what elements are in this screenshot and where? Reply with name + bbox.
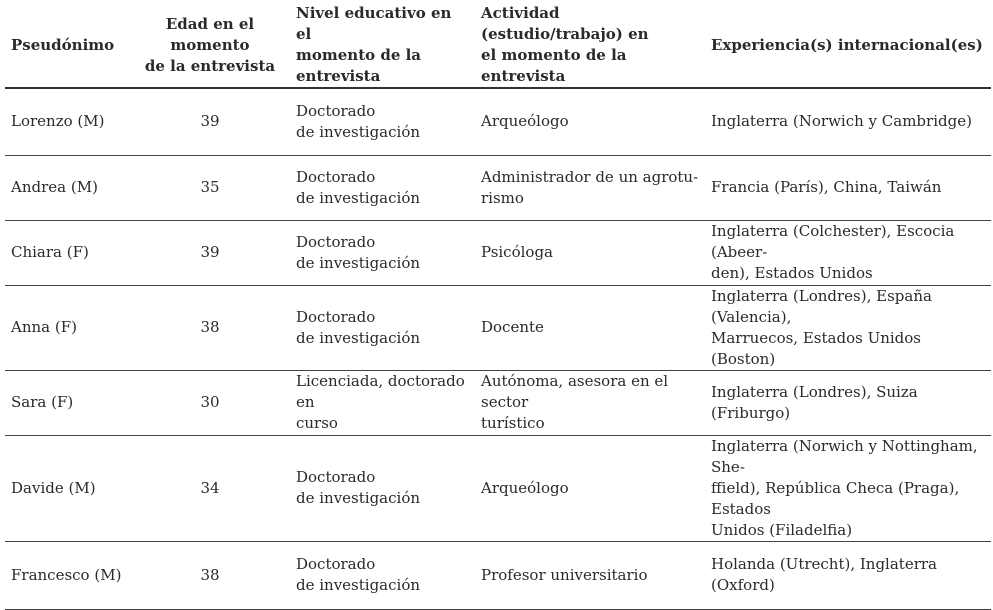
cell-education-line: Doctorado [296, 468, 376, 486]
cell-education-line: Doctorado [296, 307, 376, 326]
cell-age: 30 [130, 370, 290, 435]
cell-activity [475, 541, 705, 609]
cell-age: 38 [130, 541, 290, 609]
cell-age: 34 [130, 435, 290, 541]
cell-activity [475, 285, 705, 370]
cell-experience-line: Holanda (Utrecht), Inglaterra (Oxford) [711, 555, 937, 594]
cell-experience-line: Inglaterra (Norwich y Nottingham, She- [711, 436, 978, 476]
cell-activity [475, 435, 705, 541]
table-row [5, 285, 991, 370]
cell-experience-line: ffield), República Checa (Praga), Estados [711, 478, 960, 518]
cell-activity-line: Profesor universitario [481, 565, 648, 584]
cell-experience-line: Inglaterra (Londres), España (Valencia), [711, 286, 932, 326]
cell-education-line: Doctorado [296, 555, 376, 573]
cell-activity-line: Psicóloga [481, 243, 553, 261]
cell-education-line: de investigación [296, 188, 421, 207]
header-pseudonym: Pseudónimo [5, 3, 130, 88]
cell-experience-line: den), Estados Unidos [711, 264, 873, 282]
cell-education [290, 220, 475, 285]
cell-education [290, 285, 475, 370]
cell-education [290, 435, 475, 541]
participants-table [5, 3, 991, 610]
cell-activity [475, 220, 705, 285]
cell-activity-line: turístico [481, 414, 545, 432]
table-row [5, 435, 991, 541]
cell-experience [705, 88, 991, 155]
cell-activity-line: Arqueólogo [481, 478, 569, 497]
cell-experience [705, 155, 991, 220]
cell-experience-line: Unidos (Filadelfia) [711, 520, 853, 539]
cell-activity [475, 370, 705, 435]
cell-experience [705, 220, 991, 285]
cell-activity [475, 88, 705, 155]
cell-experience [705, 541, 991, 609]
table-row [5, 541, 991, 609]
cell-education-line: curso [296, 414, 338, 432]
cell-experience [705, 285, 991, 370]
cell-pseudonym: Francesco (M) [5, 541, 130, 609]
cell-pseudonym: Sara (F) [5, 370, 130, 435]
cell-experience-line: Inglaterra (Norwich y Cambridge) [711, 112, 972, 131]
cell-pseudonym: Anna (F) [5, 285, 130, 370]
cell-pseudonym: Davide (M) [5, 435, 130, 541]
cell-education [290, 370, 475, 435]
cell-education-line: de investigación [296, 489, 421, 507]
cell-education-line: Doctorado [296, 232, 376, 251]
table-body [5, 88, 991, 609]
table-row [5, 88, 991, 155]
cell-experience-line: Inglaterra (Londres), Suiza (Friburgo) [711, 382, 918, 422]
table-row [5, 155, 991, 220]
cell-education-line: de investigación [296, 253, 421, 272]
cell-education-line: de investigación [296, 328, 421, 347]
cell-activity-line: rismo [481, 188, 524, 207]
cell-activity-line: Autónoma, asesora en el sector [481, 372, 669, 411]
header-education: Nivel educativo en el momento de la entrevista [290, 3, 475, 88]
cell-pseudonym: Andrea (M) [5, 155, 130, 220]
header-experience: Experiencia(s) internacional(es) [705, 3, 991, 88]
cell-activity-line: Administrador de un agrotu- [481, 167, 699, 186]
cell-experience-line: Marruecos, Estados Unidos (Boston) [711, 328, 921, 368]
header-row [5, 3, 991, 88]
cell-experience [705, 370, 991, 435]
cell-activity [475, 155, 705, 220]
cell-education [290, 88, 475, 155]
cell-age: 39 [130, 220, 290, 285]
table-row [5, 220, 991, 285]
cell-experience-line: Francia (París), China, Taiwán [711, 178, 942, 196]
cell-education-line: Doctorado [296, 101, 376, 120]
cell-age: 39 [130, 88, 290, 155]
cell-education-line: de investigación [296, 576, 421, 594]
cell-education-line: Doctorado [296, 167, 376, 186]
cell-pseudonym: Chiara (F) [5, 220, 130, 285]
cell-education-line: Licenciada, doctorado en [296, 372, 465, 411]
cell-education-line: de investigación [296, 122, 421, 141]
cell-activity-line: Arqueólogo [481, 112, 569, 131]
cell-experience [705, 435, 991, 541]
cell-education [290, 541, 475, 609]
header-age: Edad en el momento de la entrevista [130, 3, 290, 88]
cell-education [290, 155, 475, 220]
table-row [5, 370, 991, 435]
cell-pseudonym: Lorenzo (M) [5, 88, 130, 155]
header-activity: Actividad (estudio/trabajo) en el momento de la entrevista [475, 3, 705, 88]
cell-age: 35 [130, 155, 290, 220]
cell-age: 38 [130, 285, 290, 370]
cell-activity-line: Docente [481, 318, 544, 336]
cell-experience-line: Inglaterra (Colchester), Escocia (Abeer- [711, 222, 955, 261]
